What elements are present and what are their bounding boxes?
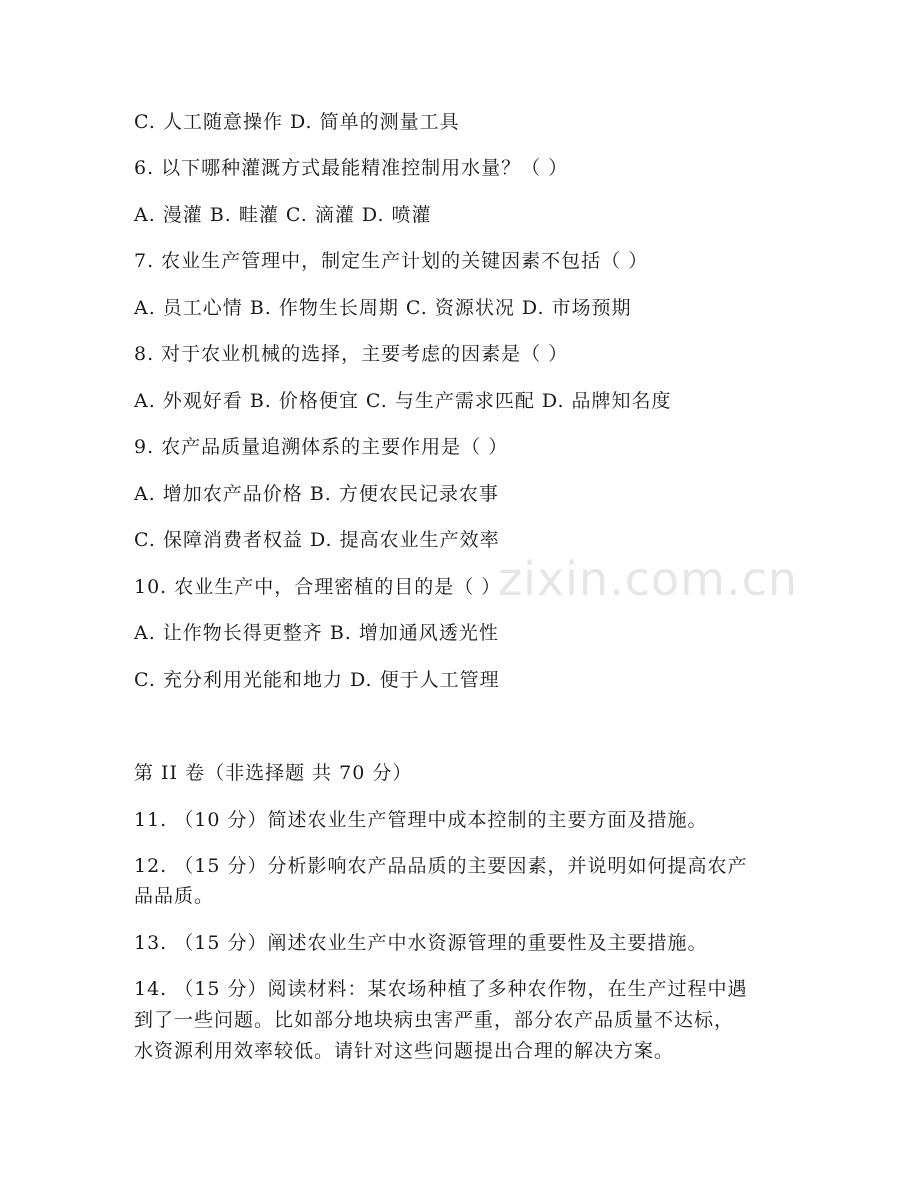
question-6: 6. 以下哪种灌溉方式最能精准控制用水量？（ ） [134,157,569,179]
section-heading: 第 II 卷（非选择题 共 70 分） [134,762,413,784]
question-14-line-3: 水资源利用效率较低。请针对这些问题提出合理的解决方案。 [134,1040,675,1062]
option-line: C. 人工随意操作 D. 简单的测量工具 [134,111,460,133]
question-10-options-ab: A. 让作物长得更整齐 B. 增加通风透光性 [134,622,499,644]
question-8: 8. 对于农业机械的选择，主要考虑的因素是（ ） [134,343,569,365]
watermark: zixin.com.cn [498,552,799,606]
question-14-line-2: 到了一些问题。比如部分地块病虫害严重，部分农产品质量不达标， [134,1009,735,1031]
question-6-options: A. 漫灌 B. 畦灌 C. 滴灌 D. 喷灌 [134,204,432,226]
question-9: 9. 农产品质量追溯体系的主要作用是（ ） [134,436,509,458]
question-12-line-1: 12. （15 分）分析影响农产品品质的主要因素，并说明如何提高农产 [134,855,748,877]
question-10-options-cd: C. 充分利用光能和地力 D. 便于人工管理 [134,669,500,691]
question-7-options: A. 员工心情 B. 作物生长周期 C. 资源状况 D. 市场预期 [134,297,632,319]
question-13: 13. （15 分）阐述农业生产中水资源管理的重要性及主要措施。 [134,932,708,954]
question-10: 10. 农业生产中，合理密植的目的是（ ） [134,576,502,598]
question-11: 11. （10 分）简述农业生产管理中成本控制的主要方面及措施。 [134,809,708,831]
question-9-options-cd: C. 保障消费者权益 D. 提高农业生产效率 [134,529,500,551]
question-9-options-ab: A. 增加农产品价格 B. 方便农民记录农事 [134,483,499,505]
question-14-line-1: 14. （15 分）阅读材料：某农场种植了多种农作物，在生产过程中遇 [134,978,748,1000]
question-12-line-2: 品品质。 [134,885,215,907]
question-8-options: A. 外观好看 B. 价格便宜 C. 与生产需求匹配 D. 品牌知名度 [134,390,672,412]
question-7: 7. 农业生产管理中，制定生产计划的关键因素不包括（ ） [134,250,649,272]
